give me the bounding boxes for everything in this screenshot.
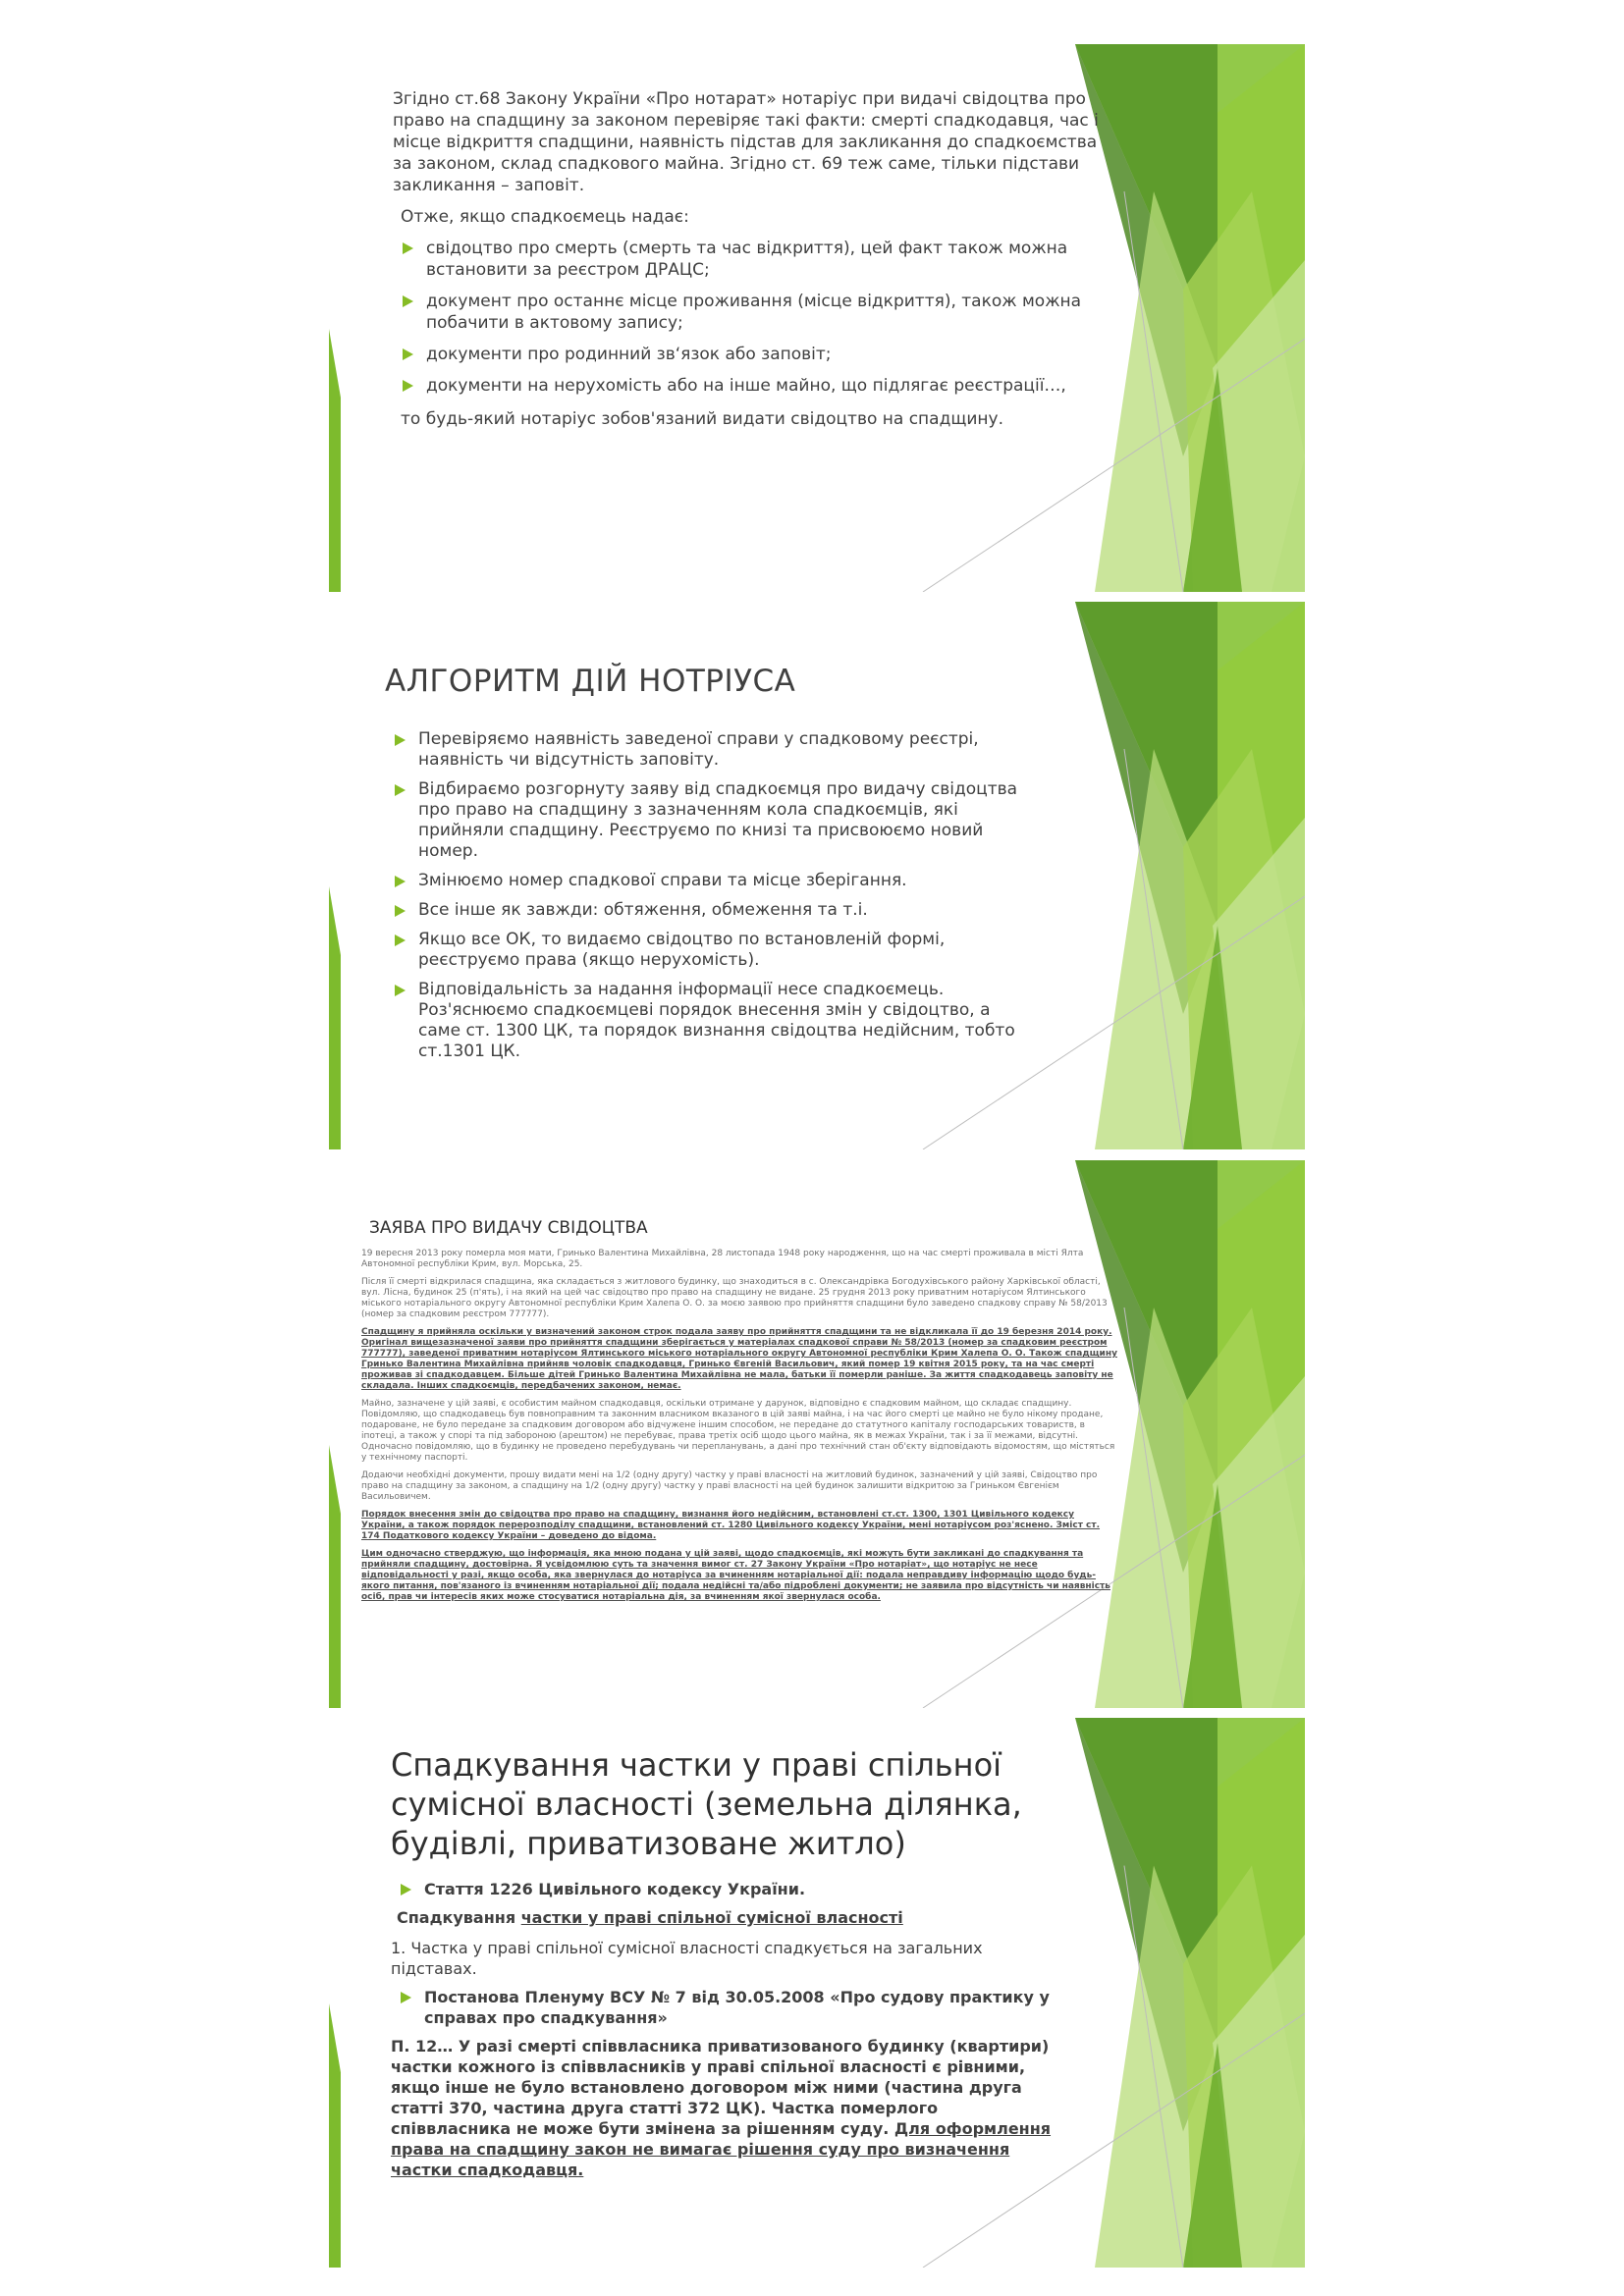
slide-1-bullet: документи про родинний зв‘язок або заповіт; — [401, 344, 1100, 365]
slide-4-bullet: Стаття 1226 Цивільного кодексу України. — [399, 1879, 1058, 1899]
slide-2-bullet: Відбираємо розгорнуту заяву від спадкоємця про видачу свідоцтва про право на спадщину з зазначенням кола спадкоємців, які прийняли спадщину. Реєструємо по книзі та присвоюємо новий номер. — [393, 779, 1033, 862]
slide-1-lead: Отже, якщо спадкоємець надає: — [401, 207, 689, 227]
slide-4-content — [391, 1745, 1058, 2180]
slide-2-bullet: Якщо все ОК, то видаємо свідоцтво по встановленій формі, реєструємо права (якщо нерухомість). — [393, 930, 1033, 971]
slide-2-content — [385, 663, 1033, 1071]
slide-4-paragraph — [391, 2036, 1058, 2180]
slide-3-paragraph: Майно, зазначене у цій заяві, є особистим майном спадкодавця, оскільки отримане у дарунок, відповідно є спадковим майном, що складає спадщину. Повідомляю, що спадкодавець був повноправним та законним власником вказаного в цій заяві майна, і на час його смерті це майно не було нікому продане, подароване, не було передане за спадковим договором або відчужене іншим способом, не передане до статутного капіталу господарських товариств, в іпотеці, а також у спорі та під забороною (арештом) не перебуває, права третіх осіб щодо цього майна, як в межах України, так і за її межами, відсутні. Одночасно повідомляю, що в будинку не проведено перебудувань чи перепланувань, а дані про технічний стан об'єкту відповідають відомостям, що містяться у технічному паспорті. — [361, 1399, 1115, 1463]
slide-3-title: ЗАЯВА ПРО ВИДАЧУ СВІДОЦТВА — [369, 1218, 648, 1238]
slide-4-subheading-link[interactable]: частки у праві спільної сумісної власності — [520, 1908, 903, 1927]
slide-2-bullet: Відповідальність за надання інформації несе спадкоємець. Роз'яснюємо спадкоємцеві порядок внесення змін у свідоцтво, а саме ст. 1300 ЦК, та порядок визнання свідоцтва недійсним, тобто ст.1301 ЦК. — [393, 980, 1033, 1062]
slide-2-title: АЛГОРИТМ ДІЙ НОТРІУСА — [385, 664, 796, 699]
slide-4-paragraph-text: П. 12… У разі смерті співвласника приватизованого будинку (квартири) частки кожного із співвласників у праві спільної власності є рівними, якщо інше не було встановлено договором між ними (частина друга статті 370, частина друга статті 372 ЦК). Частка померлого співвласника не може бути змінена за рішенням суду. — [391, 2037, 1050, 2138]
slide-4-paragraph-underlined: Для оформлення права на спадщину закон не вимагає рішення суду про визначення частки спадкодавця. — [391, 2119, 1052, 2179]
slide-3-paragraph: 19 вересня 2013 року померла моя мати, Гринько Валентина Михайлівна, 28 листопада 1948 року народження, що на час смерті проживала в місті Ялта Автономної республіки Крим, вул. Морська, 25. — [361, 1249, 1084, 1269]
slide-3-content — [361, 1217, 1117, 1610]
slide-3-paragraph: Спадщину я прийняла оскільки у визначений законом строк подала заяву про прийняття спадщини та не відкликала її до 19 березня 2014 року. Оригінал вищезазначеної заяви про прийняття спадщини зберігається у матеріалах спадкової справи № 58/2013 (номер за спадковим реєстром 777777), заведеної приватним нотаріусом Ялтинського міського нотаріального округу Автономної республіки Крим Халепа О. О. Також спадщину Гринько Валентина Михайлівна прийняв чоловік спадкодавця, Гринько Євгеній Васильович, який помер 19 квітня 2015 року, та на час смерті проживав зі спадкодавцем. Більше дітей Гринько Валентина Михайлівна не мала, батьки її померли раніше. За життя спадкодавець заповіту не складала. Інших спадкоємців, передбачених законом, немає. — [361, 1327, 1117, 1391]
slide-3 — [329, 1160, 1305, 1708]
slide-4-subheading-prefix: Спадкування — [397, 1908, 521, 1927]
slide-4-title: Спадкування частки у праві спільної сумісної власності (земельна ділянка, будівлі, приватизоване житло) — [391, 1746, 1022, 1862]
slide-3-paragraph: Після її смерті відкрилася спадщина, яка складається з житлового будинку, що знаходиться в с. Олександрівка Богодухівського району Харківської області, вул. Лісна, будинок 25 (п'ять), і на який на цей час свідоцтво про право на спадщину не видане. 25 грудня 2013 року приватним нотаріусом Ялтинського міського нотаріального округу Автономної республіки Крим Халепа О. О. за моєю заявою про прийняття спадщини було заведено спадкову справу № 58/2013 (номер за спадковим реєстром 777777). — [361, 1277, 1108, 1319]
slide-2-bullet: Перевіряємо наявність заведеної справи у спадковому реєстрі, наявність чи відсутність заповіту. — [393, 729, 1033, 771]
slide-4-bullet: Постанова Пленуму ВСУ № 7 від 30.05.2008 «Про судову практику у справах про спадкування» — [399, 1987, 1058, 2028]
slide-1 — [329, 44, 1305, 592]
slide-3-paragraph: Порядок внесення змін до свідоцтва про право на спадщину, визнання його недійсним, встановлені ст.ст. 1300, 1301 Цивільного кодексу України, а також порядок перерозподілу спадщини, встановлений ст. 1280 Цивільного кодексу України, мені нотаріусом роз'яснено. Зміст ст. 174 Податкового кодексу України – доведено до відома. — [361, 1510, 1101, 1541]
slide-2-bullet: Змінюємо номер спадкової справи та місце зберігання. — [393, 871, 1033, 891]
slide-4-paragraph: 1. Частка у праві спільної сумісної власності спадкується на загальних підставах. — [391, 1939, 983, 1978]
slide-1-content — [393, 88, 1100, 430]
slide-1-bullet: документ про останнє місце проживання (місце відкриття), також можна побачити в актовому запису; — [401, 291, 1100, 334]
slide-3-paragraph: Додаючи необхідні документи, прошу видати мені на 1/2 (одну другу) частку у праві власності на житловий будинок, зазначений у цій заяві, Свідоцтво про право на спадщину за законом, а спадщину на 1/2 (одну другу) частку у праві власності на цей будинок залишити відкритою за Гриньком Євгенієм Васильовичем. — [361, 1470, 1098, 1502]
slide-3-paragraph: Цим одночасно стверджую, що інформація, яка мною подана у цій заяві, щодо спадкоємців, які можуть бути закликані до спадкування та прийняли спадщину, достовірна. Я усвідомлюю суть та значення вимог ст. 27 Закону України «Про нотаріат», що нотаріус не несе відповідальності у разі, якщо особа, яка звернулася до нотаріуса за вчиненням нотаріальної дії: подала неправдиву інформацію щодо будь-якого питання, пов'язаного із вчиненням нотаріальної дії; подала недійсні та/або підроблені документи; не заявила про відсутність чи наявність осіб, прав чи інтересів яких може стосуватися нотаріальна дія, за вчиненням якої звернулася особа. — [361, 1549, 1110, 1602]
slide-2-bullet: Все інше як завжди: обтяження, обмеження та т.і. — [393, 900, 1033, 921]
slide-4-subheading — [397, 1907, 1058, 1928]
slide-2 — [329, 602, 1305, 1149]
slide-4 — [329, 1718, 1305, 2268]
slide-1-bullet: свідоцтво про смерть (смерть та час відкриття), цей факт також можна встановити за реєстром ДРАЦС; — [401, 238, 1100, 281]
slide-1-intro: Згідно ст.68 Закону України «Про нотарат» нотаріус при видачі свідоцтва про право на спадщину за законом перевіряє такі факти: смерті спадкодавця, час і місце відкриття спадщини, наявність підстав для закликання до спадкоємства за законом, склад спадкового майна. Згідно ст. 69 теж саме, тільки підстави закликання – заповіт. — [393, 89, 1099, 195]
slide-1-bullet: документи на нерухомість або на інше майно, що підлягає реєстрації…, — [401, 375, 1100, 397]
slide-1-conclusion: то будь-який нотаріус зобов'язаний видати свідоцтво на спадщину. — [401, 409, 1003, 429]
